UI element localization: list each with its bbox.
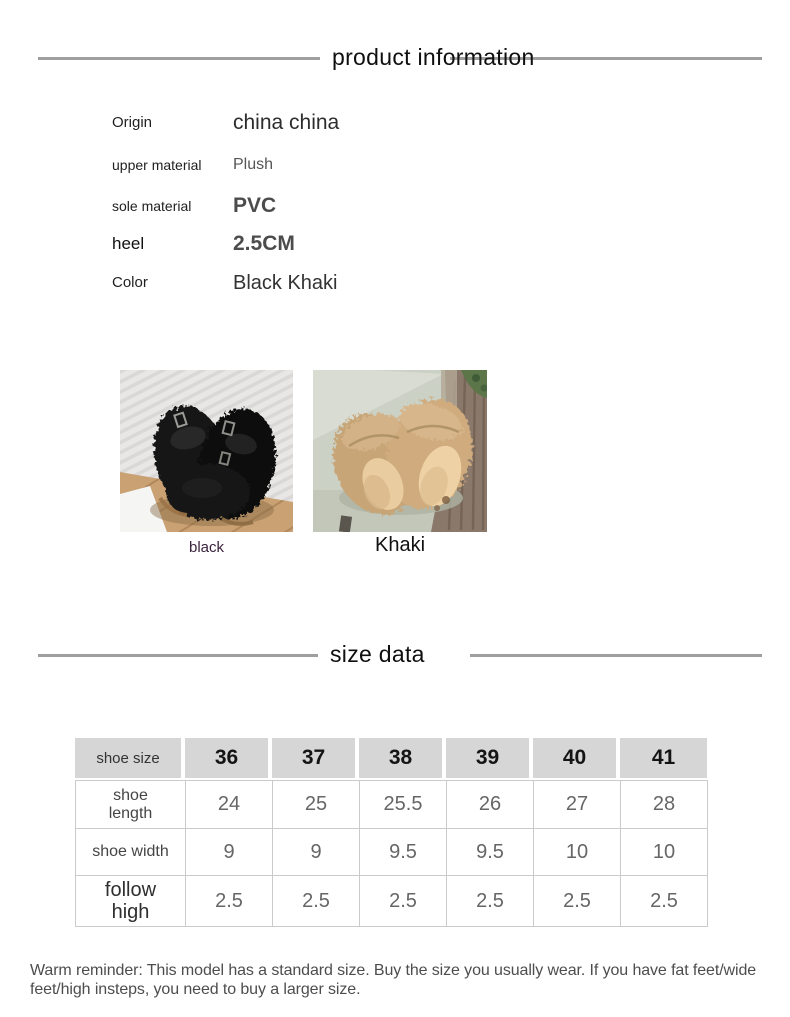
attribute-row-heel	[0, 227, 600, 261]
black-slippers-photo[interactable]	[120, 370, 293, 532]
size-data-section-title	[0, 640, 790, 672]
size-table-cell: 9.5	[360, 829, 446, 875]
size-table-header-cell: 41	[620, 738, 707, 778]
warm-reminder-text: Warm reminder: This model has a standard size. Buy the size you usually wear. If you have fat feet/wide feet/high insteps, you need to buy a larger size.	[30, 962, 757, 998]
size-table-header-cell: 36	[185, 738, 272, 778]
black-variant-label: black	[188, 539, 225, 556]
size-table-cell: 26	[447, 781, 533, 828]
attribute-value: Plush	[233, 156, 274, 173]
size-table-cell: 9	[273, 829, 359, 875]
size-table-body	[75, 780, 708, 927]
attribute-value: 2.5CM	[233, 232, 295, 255]
size-table-header	[75, 738, 707, 778]
attribute-label: upper material	[112, 157, 202, 173]
attribute-row-origin	[0, 106, 600, 140]
attribute-row-color	[0, 266, 600, 300]
size-table-cell: 2.5	[447, 876, 533, 926]
size-table-header-cell: 37	[272, 738, 359, 778]
size-table-cell: 24	[186, 781, 272, 828]
size-table-cell: 9.5	[447, 829, 533, 875]
attribute-label: heel	[112, 234, 145, 253]
size-table-header-cell: 40	[533, 738, 620, 778]
size-table-cell: 25.5	[360, 781, 446, 828]
size-table-cell: 27	[534, 781, 620, 828]
size-table-row-label: shoe width	[76, 829, 185, 875]
khaki-variant-label: Khaki	[374, 534, 426, 556]
size-table-header-cell: shoe size	[75, 738, 185, 778]
attribute-label: Origin	[112, 114, 153, 131]
section-title-text: product information	[332, 44, 535, 70]
khaki-slippers-photo[interactable]	[313, 370, 487, 532]
size-table-cell: 25	[273, 781, 359, 828]
size-table-cell: 2.5	[534, 876, 620, 926]
size-table-row-label: follow high	[76, 876, 185, 926]
size-table-cell: 2.5	[360, 876, 446, 926]
size-table-cell: 28	[621, 781, 707, 828]
attribute-label: sole material	[112, 198, 192, 214]
attribute-row-sole-material	[0, 189, 600, 223]
size-table-cell: 2.5	[186, 876, 272, 926]
size-table-cell: 2.5	[273, 876, 359, 926]
attribute-row-upper-material	[0, 148, 600, 182]
section-title-text: size data	[330, 641, 425, 667]
size-table-cell: 10	[534, 829, 620, 875]
size-table-cell: 9	[186, 829, 272, 875]
size-table-row-label: shoe length	[76, 781, 185, 828]
attribute-value: china china	[233, 111, 340, 134]
attribute-value: Black Khaki	[233, 272, 338, 294]
size-table-cell: 10	[621, 829, 707, 875]
size-table-cell: 2.5	[621, 876, 707, 926]
product-info-section-title	[0, 43, 790, 75]
attribute-value: PVC	[233, 194, 277, 217]
attribute-label: Color	[112, 274, 148, 291]
size-table-header-cell: 39	[446, 738, 533, 778]
size-table-header-cell: 38	[359, 738, 446, 778]
